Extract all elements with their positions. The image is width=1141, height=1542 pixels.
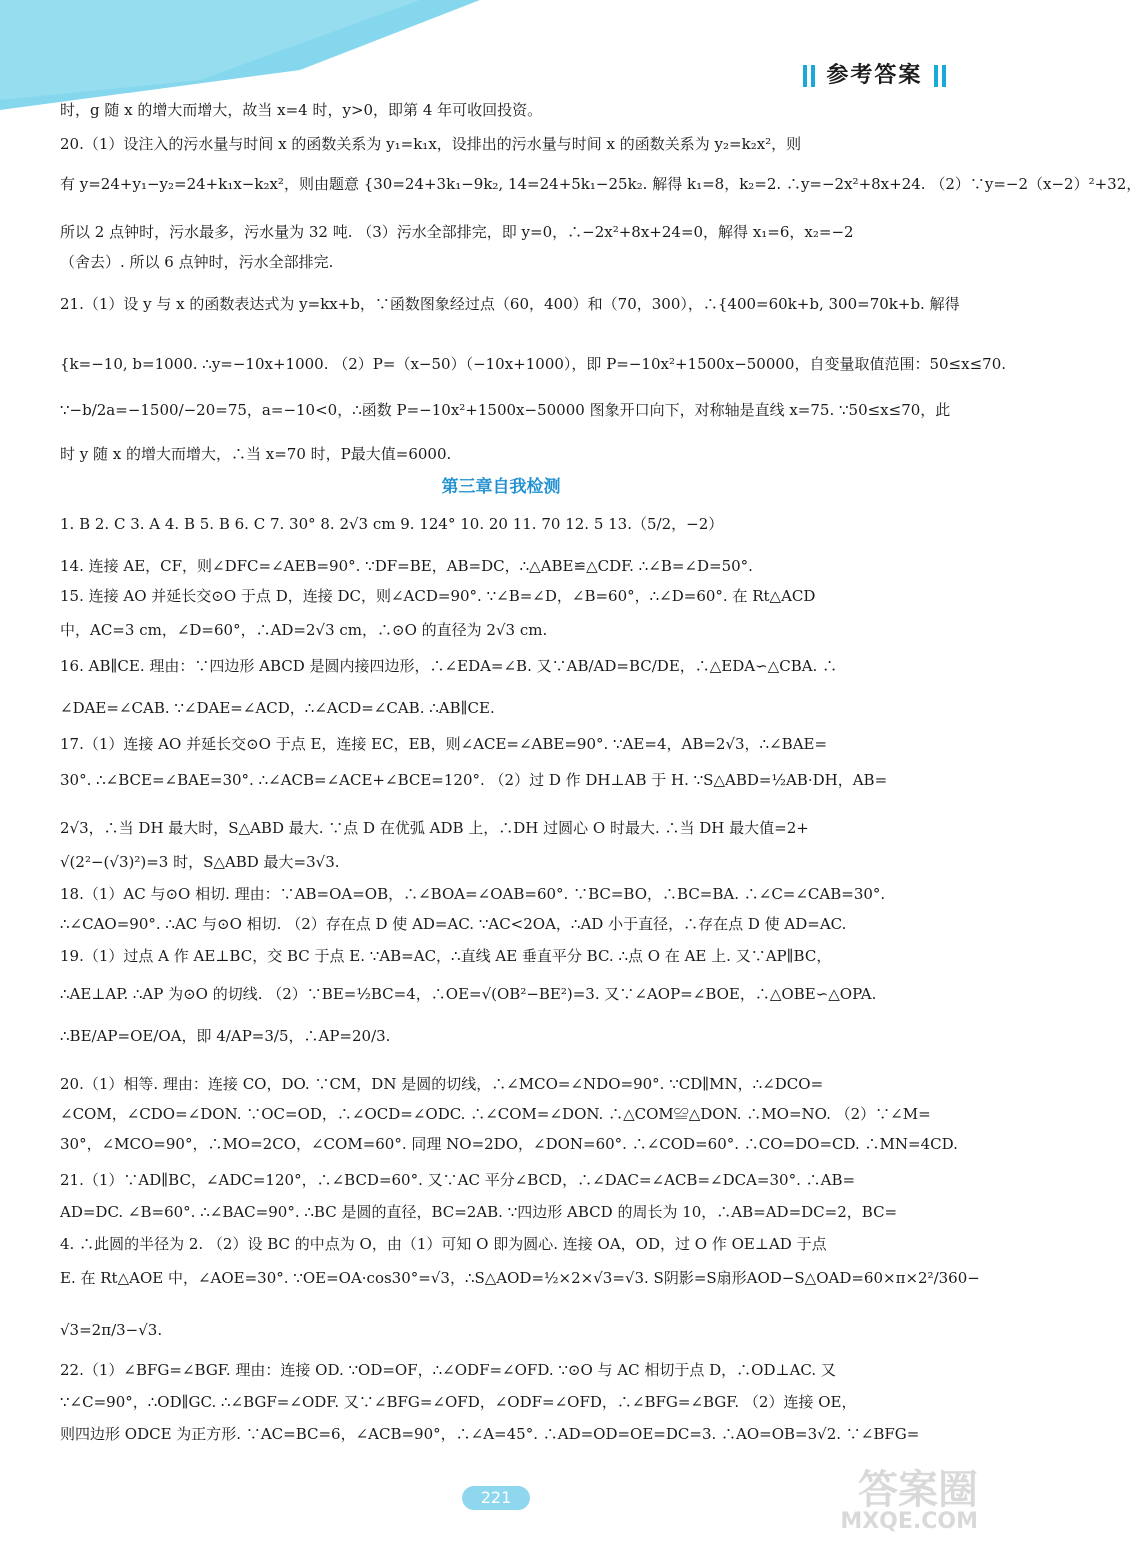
header-bar-right2 [942, 65, 946, 87]
answer-line: √(2²−(√3)²)=3 时，S△ABD 最大=3√3. [60, 853, 340, 871]
answer-line: （舍去）. 所以 6 点钟时，污水全部排完. [60, 253, 334, 271]
answer-line: 17.（1）连接 AO 并延长交⊙O 于点 E，连接 EC，EB，则∠ACE=∠ABE=90°. ∵AE=4，AB=2√3，∴∠BAE= [60, 735, 828, 753]
header-banner [0, 0, 480, 110]
answer-line: 14. 连接 AE，CF，则∠DFC=∠AEB=90°. ∵DF=BE，AB=DC，∴△ABE≌△CDF. ∴∠B=∠D=50°. [60, 557, 753, 575]
answer-line: 20.（1）设注入的污水量与时间 x 的函数关系为 y₁=k₁x，设排出的污水量与时间 x 的函数关系为 y₂=k₂x²，则 [60, 135, 802, 153]
answer-line: 18.（1）AC 与⊙O 相切. 理由：∵AB=OA=OB，∴∠BOA=∠OAB=60°. ∵BC=BO，∴BC=BA. ∴∠C=∠CAB=30°. [60, 885, 886, 903]
answer-line: ∵−b/2a=−1500/−20=75，a=−10<0，∴函数 P=−10x²+1500x−50000 图象开口向下，对称轴是直线 x=75. ∵50≤x≤70，此 [60, 401, 951, 419]
answer-line: 30°，∠MCO=90°，∴MO=2CO，∠COM=60°. 同理 NO=2DO，∠DON=60°. ∴∠COD=60°. ∴CO=DO=CD. ∴MN=4CD. [60, 1135, 958, 1153]
watermark-logo [788, 1467, 978, 1536]
header-bar-left [803, 65, 807, 87]
answer-line: √3=2π/3−√3. [60, 1321, 163, 1339]
answer-line: ∠DAE=∠CAB. ∵∠DAE=∠ACD，∴∠ACD=∠CAB. ∴AB∥CE. [60, 699, 495, 717]
page-number: 221 [462, 1486, 530, 1510]
answer-line: ∵∠C=90°，∴OD∥GC. ∴∠BGF=∠ODF. 又∵∠BFG=∠OFD，∠ODF=∠OFD，∴∠BFG=∠BGF. （2）连接 OE， [60, 1393, 857, 1411]
answer-line: AD=DC. ∠B=60°. ∴∠BAC=90°. ∴BC 是圆的直径，BC=2AB. ∵四边形 ABCD 的周长为 10，∴AB=AD=DC=2，BC= [60, 1203, 898, 1221]
answer-line: ∴AE⊥AP. ∴AP 为⊙O 的切线. （2）∵BE=½BC=4，∴OE=√(OB²−BE²)=3. 又∵∠AOP=∠BOE，∴△OBE∽△OPA. [60, 985, 877, 1003]
answer-line: 中，AC=3 cm，∠D=60°，∴AD=2√3 cm，∴⊙O 的直径为 2√3 cm. [60, 621, 548, 639]
answer-line: 20.（1）相等. 理由：连接 CO，DO. ∵CM，DN 是圆的切线，∴∠MCO=∠NDO=90°. ∵CD∥MN，∴∠DCO= [60, 1075, 824, 1093]
watermark-bottom: MXQE.COM [840, 1509, 978, 1534]
answer-line: 时，g 随 x 的增大而增大，故当 x=4 时，y>0，即第 4 年可收回投资。 [60, 101, 543, 119]
answer-line: 16. AB∥CE. 理由：∵四边形 ABCD 是圆内接四边形，∴∠EDA=∠B. 又∵AB/AD=BC/DE，∴△EDA∽△CBA. ∴ [60, 657, 838, 675]
answer-line: ∴∠CAO=90°. ∴AC 与⊙O 相切. （2）存在点 D 使 AD=AC. ∵AC<2OA，∴AD 小于直径，∴存在点 D 使 AD=AC. [60, 915, 847, 933]
answer-line: 有 y=24+y₁−y₂=24+k₁x−k₂x²，则由题意 {30=24+3k₁−9k₂, 14=24+5k₁−25k₂. 解得 k₁=8，k₂=2. ∴y=−2x²+8x+24. （2）∵y=−2（x−2）²+32， [60, 175, 1141, 193]
answer-line: 4. ∴此圆的半径为 2. （2）设 BC 的中点为 O，由（1）可知 O 即为圆心. 连接 OA，OD，过 O 作 OE⊥AD 于点 [60, 1235, 827, 1253]
answer-line: 2√3，∴当 DH 最大时，S△ABD 最大. ∵点 D 在优弧 ADB 上，∴DH 过圆心 O 时最大. ∴当 DH 最大值=2+ [60, 819, 809, 837]
header-tag [801, 58, 948, 89]
answer-line: 则四边形 ODCE 为正方形. ∵AC=BC=6，∠ACB=90°，∴∠A=45°. ∴AD=OD=OE=DC=3. ∴AO=OB=3√2. ∵∠BFG= [60, 1425, 920, 1443]
answer-line: ∠COM，∠CDO=∠DON. ∵OC=OD，∴∠OCD=∠ODC. ∴∠COM=∠DON. ∴△COM≌△DON. ∴MO=NO. （2）∵∠M= [60, 1105, 931, 1123]
header-bar-left2 [811, 65, 815, 87]
answer-line: 22.（1）∠BFG=∠BGF. 理由：连接 OD. ∵OD=OF，∴∠ODF=∠OFD. ∵⊙O 与 AC 相切于点 D，∴OD⊥AC. 又 [60, 1361, 836, 1379]
answer-line: E. 在 Rt△AOE 中，∠AOE=30°. ∵OE=OA·cos30°=√3，∴S△AOD=½×2×√3=√3. S阴影=S扇形AOD−S△OAD=60×π×2²/360− [60, 1269, 980, 1287]
answer-line: 30°. ∴∠BCE=∠BAE=30°. ∴∠ACB=∠ACE+∠BCE=120°. （2）过 D 作 DH⊥AB 于 H. ∵S△ABD=½AB·DH，AB= [60, 771, 888, 789]
answer-line: {k=−10, b=1000. ∴y=−10x+1000. （2）P=（x−50）（−10x+1000），即 P=−10x²+1500x−50000，自变量取值范围：50≤x≤70. [60, 355, 1007, 373]
header-bar-right [934, 65, 938, 87]
header-label: 参考答案 [826, 63, 923, 88]
section-title: 第三章自我检测 [441, 477, 561, 497]
answer-line: 时 y 随 x 的增大而增大，∴当 x=70 时，P最大值=6000. [60, 445, 452, 463]
answer-line: 15. 连接 AO 并延长交⊙O 于点 D，连接 DC，则∠ACD=90°. ∵∠B=∠D，∠B=60°，∴∠D=60°. 在 Rt△ACD [60, 587, 816, 605]
answer-line: 19.（1）过点 A 作 AE⊥BC，交 BC 于点 E. ∵AB=AC，∴直线 AE 垂直平分 BC. ∴点 O 在 AE 上. 又∵AP∥BC， [60, 947, 832, 965]
answer-line: 所以 2 点钟时，污水最多，污水量为 32 吨. （3）污水全部排完，即 y=0，∴−2x²+8x+24=0，解得 x₁=6，x₂=−2 [60, 223, 854, 241]
answer-line: ∴BE/AP=OE/OA，即 4/AP=3/5，∴AP=20/3. [60, 1027, 391, 1045]
watermark-top: 答案圈 [858, 1467, 978, 1513]
answer-line: 21.（1）∵AD∥BC，∠ADC=120°，∴∠BCD=60°. 又∵AC 平分∠BCD，∴∠DAC=∠ACB=∠DCA=30°. ∴AB= [60, 1171, 856, 1189]
answer-line: 21.（1）设 y 与 x 的函数表达式为 y=kx+b，∵函数图象经过点（60，400）和（70，300），∴{400=60k+b, 300=70k+b. 解得 [60, 295, 960, 313]
answer-line: 1. B 2. C 3. A 4. B 5. B 6. C 7. 30° 8. 2√3 cm 9. 124° 10. 20 11. 70 12. 5 13.（5/2，−2） [60, 515, 724, 533]
